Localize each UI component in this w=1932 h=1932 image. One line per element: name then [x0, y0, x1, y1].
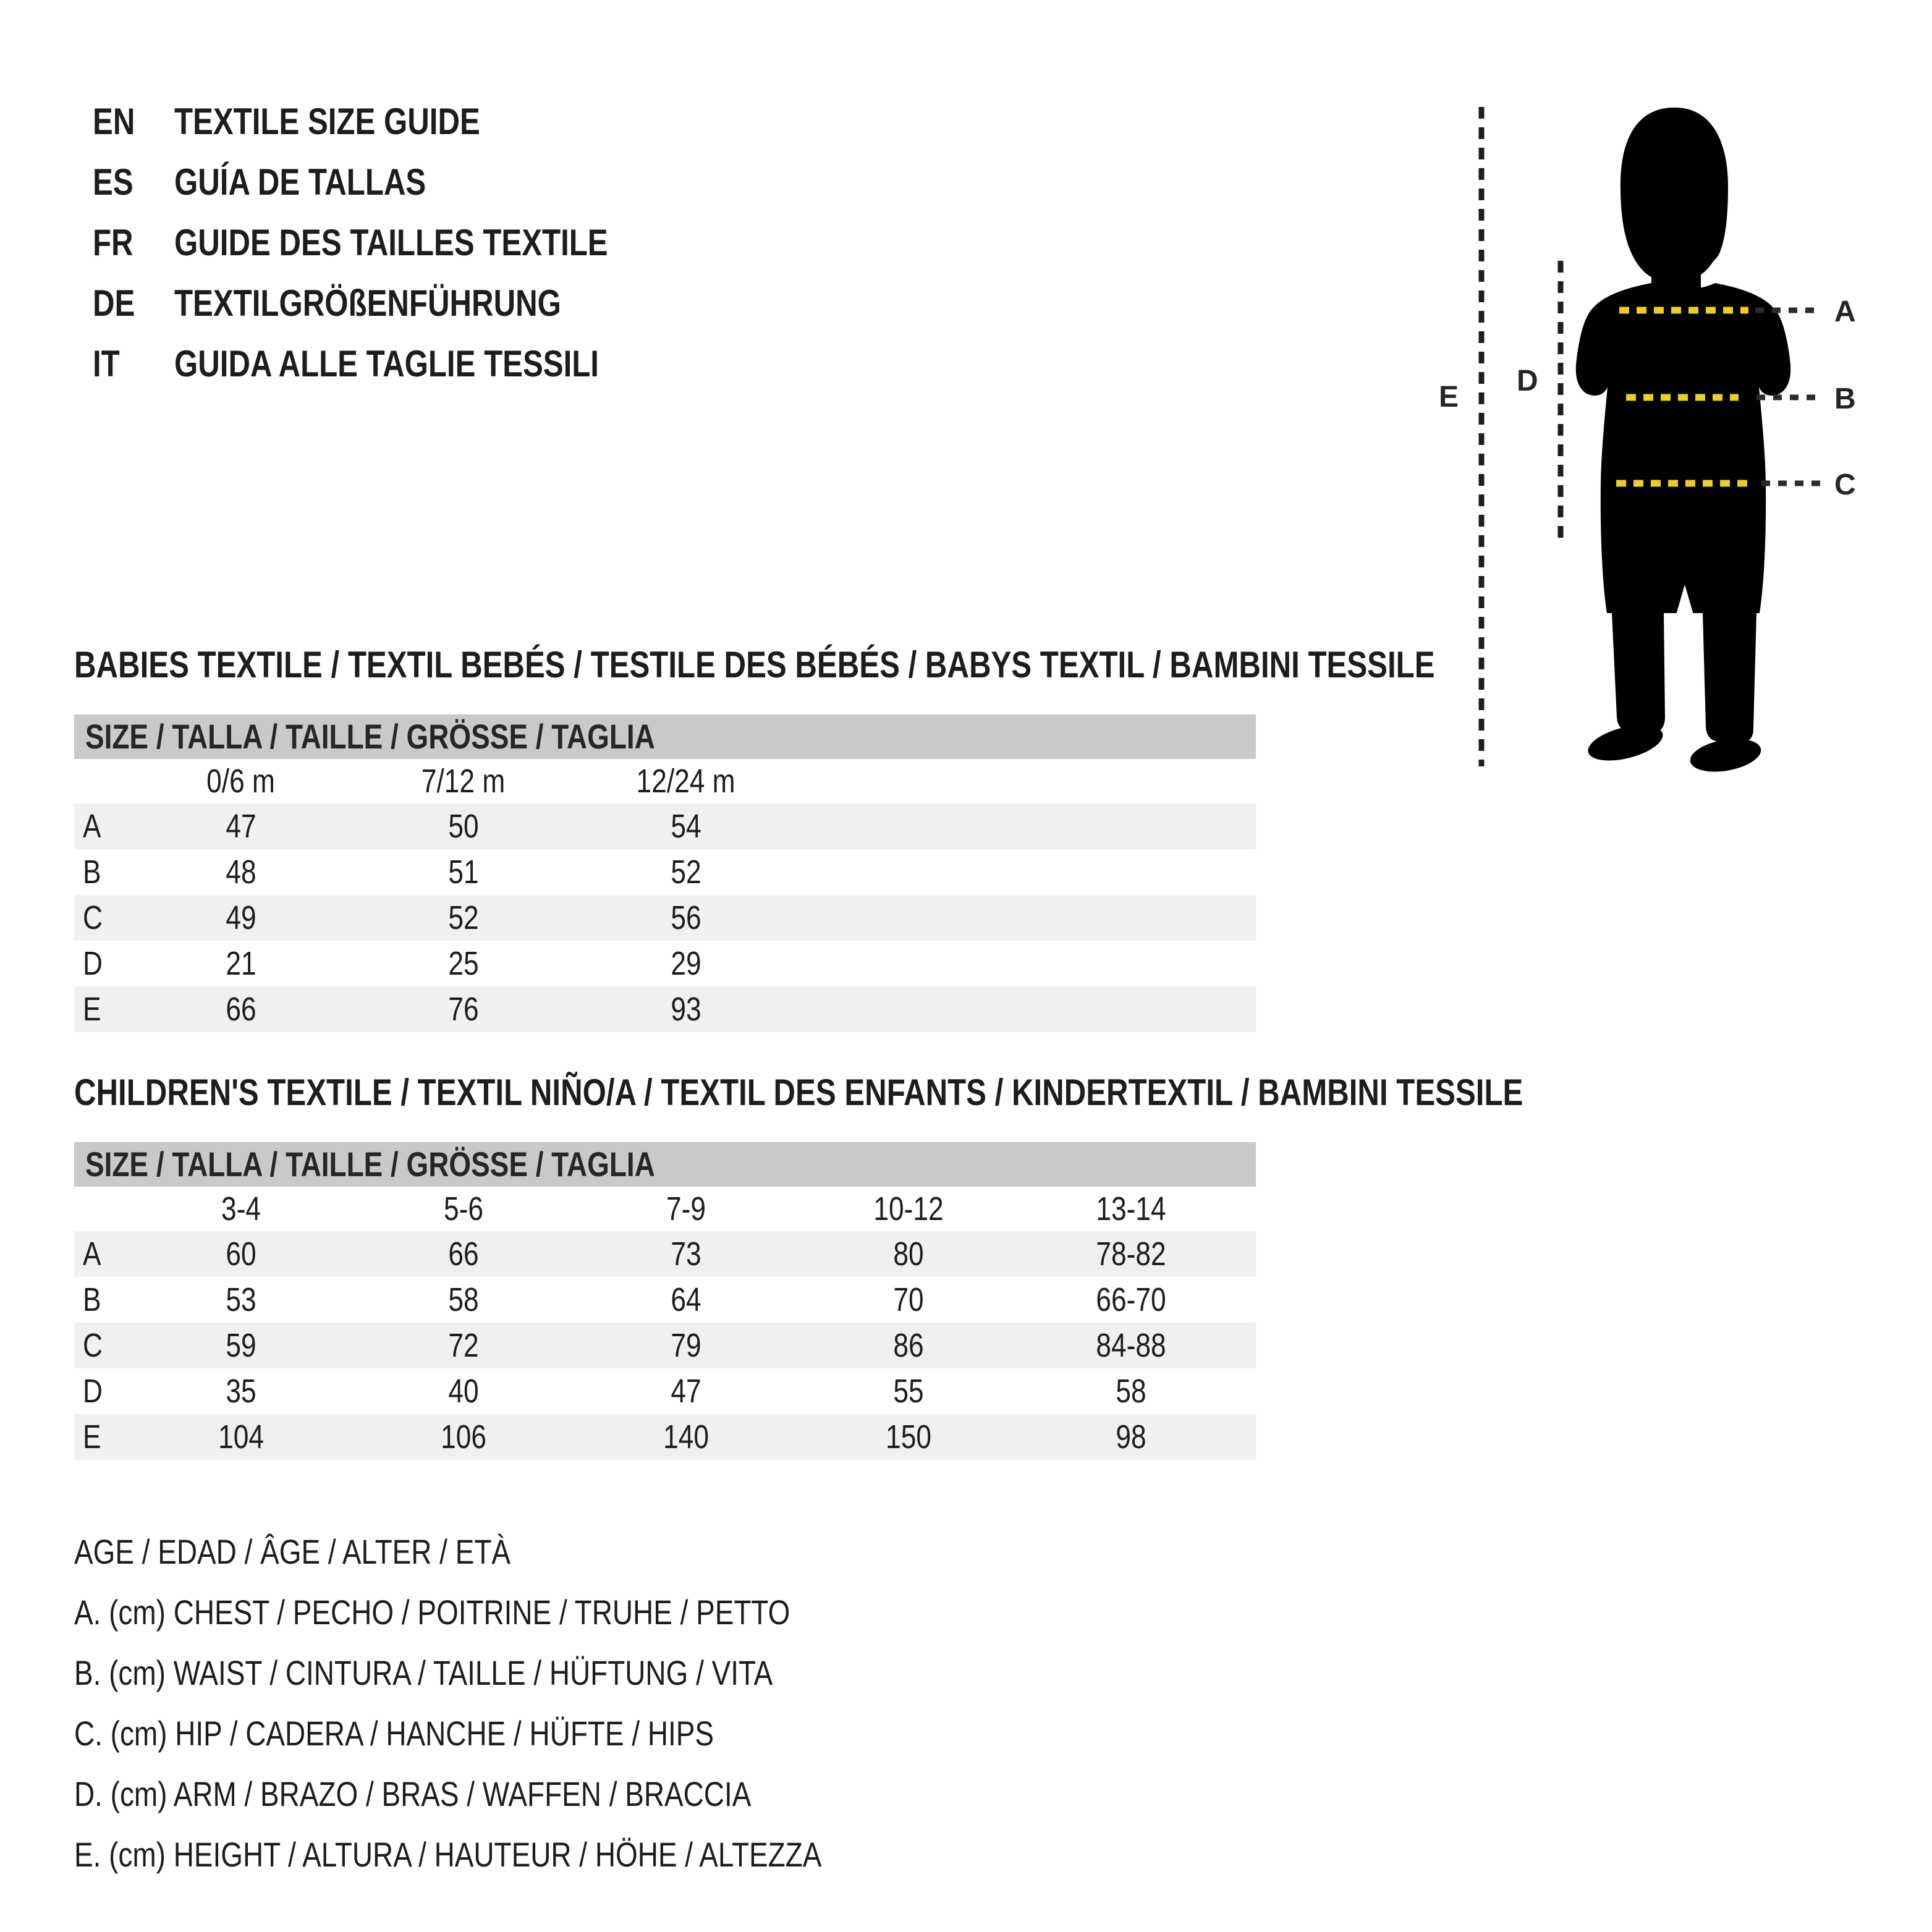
row-label: D — [83, 1373, 103, 1410]
row-label: E — [83, 1418, 101, 1455]
table-cell: 73 — [671, 1235, 701, 1273]
row-label: A — [83, 1235, 101, 1273]
table-row — [74, 1277, 1256, 1323]
table-cell: 59 — [226, 1327, 256, 1364]
row-label: A — [83, 808, 101, 845]
row-label: C — [83, 1327, 103, 1364]
column-header: 0/6 m — [206, 763, 276, 800]
children-size-table — [74, 1142, 1256, 1460]
lang-code: DE — [93, 282, 135, 324]
table-cell: 66 — [448, 1235, 479, 1273]
children-section-title: CHILDREN'S TEXTILE / TEXTIL NIÑO/A / TEXTIL DES ENFANTS / KINDERTEXTIL / BAMBINI TESSILE — [74, 1072, 1523, 1113]
table-row — [74, 941, 1256, 986]
legend-line-height: E. (cm) HEIGHT / ALTURA / HAUTEUR / HÖHE / ALTEZZA — [74, 1835, 822, 1874]
table-cell: 47 — [226, 808, 256, 845]
children-column-header-row — [74, 1187, 1256, 1231]
table-cell: 76 — [448, 991, 479, 1028]
lang-row-de — [93, 273, 703, 334]
table-cell: 93 — [671, 991, 701, 1028]
lang-code: FR — [93, 222, 133, 263]
table-cell: 64 — [671, 1281, 701, 1318]
table-cell: 54 — [671, 808, 701, 845]
table-cell: 29 — [671, 945, 701, 982]
table-cell: 40 — [448, 1373, 479, 1410]
row-label: E — [83, 991, 101, 1028]
table-cell: 60 — [226, 1235, 256, 1273]
table-cell: 79 — [671, 1327, 701, 1364]
table-cell: 72 — [448, 1327, 479, 1364]
table-cell: 150 — [886, 1418, 931, 1455]
legend-line-age: AGE / EDAD / ÂGE / ALTER / ETÀ — [74, 1532, 511, 1571]
table-row — [74, 986, 1256, 1032]
table-cell: 48 — [226, 854, 256, 891]
table-cell: 70 — [893, 1281, 924, 1318]
table-cell: 53 — [226, 1281, 256, 1318]
row-label: D — [83, 945, 103, 982]
table-cell: 52 — [448, 899, 479, 936]
table-cell: 80 — [893, 1235, 924, 1273]
measure-label-b: B — [1834, 383, 1856, 415]
guide-title: GUÍA DE TALLAS — [174, 161, 426, 203]
guide-title: TEXTILE SIZE GUIDE — [174, 101, 480, 142]
table-row — [74, 849, 1256, 895]
table-cell: 47 — [671, 1373, 701, 1410]
table-cell: 86 — [893, 1327, 924, 1364]
column-header: 5-6 — [443, 1190, 483, 1227]
table-row — [74, 803, 1256, 849]
table-cell: 78-82 — [1096, 1235, 1166, 1273]
table-cell: 56 — [671, 899, 701, 936]
measure-label-e: E — [1439, 381, 1459, 413]
table-cell: 51 — [448, 854, 479, 891]
legend-line-waist: B. (cm) WAIST / CINTURA / TAILLE / HÜFTUNG / VITA — [74, 1653, 773, 1692]
column-header: 3-4 — [221, 1190, 261, 1227]
lang-row-en — [93, 91, 703, 152]
lang-row-es — [93, 152, 703, 213]
column-header: 7-9 — [666, 1190, 706, 1227]
measure-label-c: C — [1834, 468, 1856, 501]
table-row — [74, 1414, 1256, 1460]
measurement-figure — [1434, 87, 1904, 810]
table-cell: 84-88 — [1096, 1327, 1166, 1364]
column-header: 13-14 — [1096, 1190, 1166, 1227]
table-cell: 66-70 — [1096, 1281, 1166, 1318]
table-row — [74, 895, 1256, 941]
guide-title: TEXTILGRÖßENFÜHRUNG — [174, 282, 561, 324]
table-cell: 104 — [218, 1418, 264, 1455]
table-cell: 66 — [226, 991, 256, 1028]
babies-section-title: BABIES TEXTILE / TEXTIL BEBÉS / TESTILE DES BÉBÉS / BABYS TEXTIL / BAMBINI TESSILE — [74, 644, 1435, 685]
legend-line-hip: C. (cm) HIP / CADERA / HANCHE / HÜFTE / HIPS — [74, 1714, 714, 1753]
table-cell: 55 — [893, 1373, 924, 1410]
table-row — [74, 1368, 1256, 1414]
guide-title: GUIDE DES TAILLES TEXTILE — [174, 222, 608, 263]
lang-code: ES — [93, 161, 133, 203]
children-size-header-bar: SIZE / TALLA / TAILLE / GRÖSSE / TAGLIA — [74, 1142, 1256, 1187]
column-header: 10-12 — [873, 1190, 944, 1227]
silhouette-right-foot — [1688, 734, 1764, 776]
measure-label-a: A — [1834, 295, 1856, 328]
babies-column-header-row — [74, 759, 1256, 803]
measure-label-d: D — [1517, 365, 1538, 397]
row-label: B — [83, 854, 101, 891]
language-title-list — [93, 91, 703, 394]
table-cell: 140 — [663, 1418, 709, 1455]
table-cell: 35 — [226, 1373, 256, 1410]
lang-code: IT — [93, 343, 120, 384]
table-cell: 52 — [671, 854, 701, 891]
legend-line-arm: D. (cm) ARM / BRAZO / BRAS / WAFFEN / BRACCIA — [74, 1774, 752, 1813]
lang-row-fr — [93, 213, 703, 273]
table-cell: 106 — [441, 1418, 486, 1455]
table-cell: 21 — [226, 945, 256, 982]
measurement-legend — [74, 1522, 986, 1885]
column-header: 12/24 m — [636, 763, 736, 800]
column-header: 7/12 m — [422, 763, 506, 800]
table-cell: 25 — [448, 945, 479, 982]
row-label: B — [83, 1281, 101, 1318]
row-label: C — [83, 899, 103, 936]
babies-size-header-bar: SIZE / TALLA / TAILLE / GRÖSSE / TAGLIA — [74, 714, 1256, 759]
table-cell: 58 — [1116, 1373, 1146, 1410]
table-row — [74, 1231, 1256, 1277]
babies-size-table — [74, 714, 1256, 1032]
lang-code: EN — [93, 101, 135, 142]
table-cell: 49 — [226, 899, 256, 936]
table-cell: 58 — [448, 1281, 479, 1318]
table-row — [74, 1323, 1256, 1368]
legend-line-chest: A. (cm) CHEST / PECHO / POITRINE / TRUHE / PETTO — [74, 1593, 790, 1632]
table-cell: 98 — [1116, 1418, 1146, 1455]
lang-row-it — [93, 334, 703, 394]
table-cell: 50 — [448, 808, 479, 845]
silhouette-torso — [1576, 283, 1791, 613]
guide-title: GUIDA ALLE TAGLIE TESSILI — [174, 343, 599, 384]
